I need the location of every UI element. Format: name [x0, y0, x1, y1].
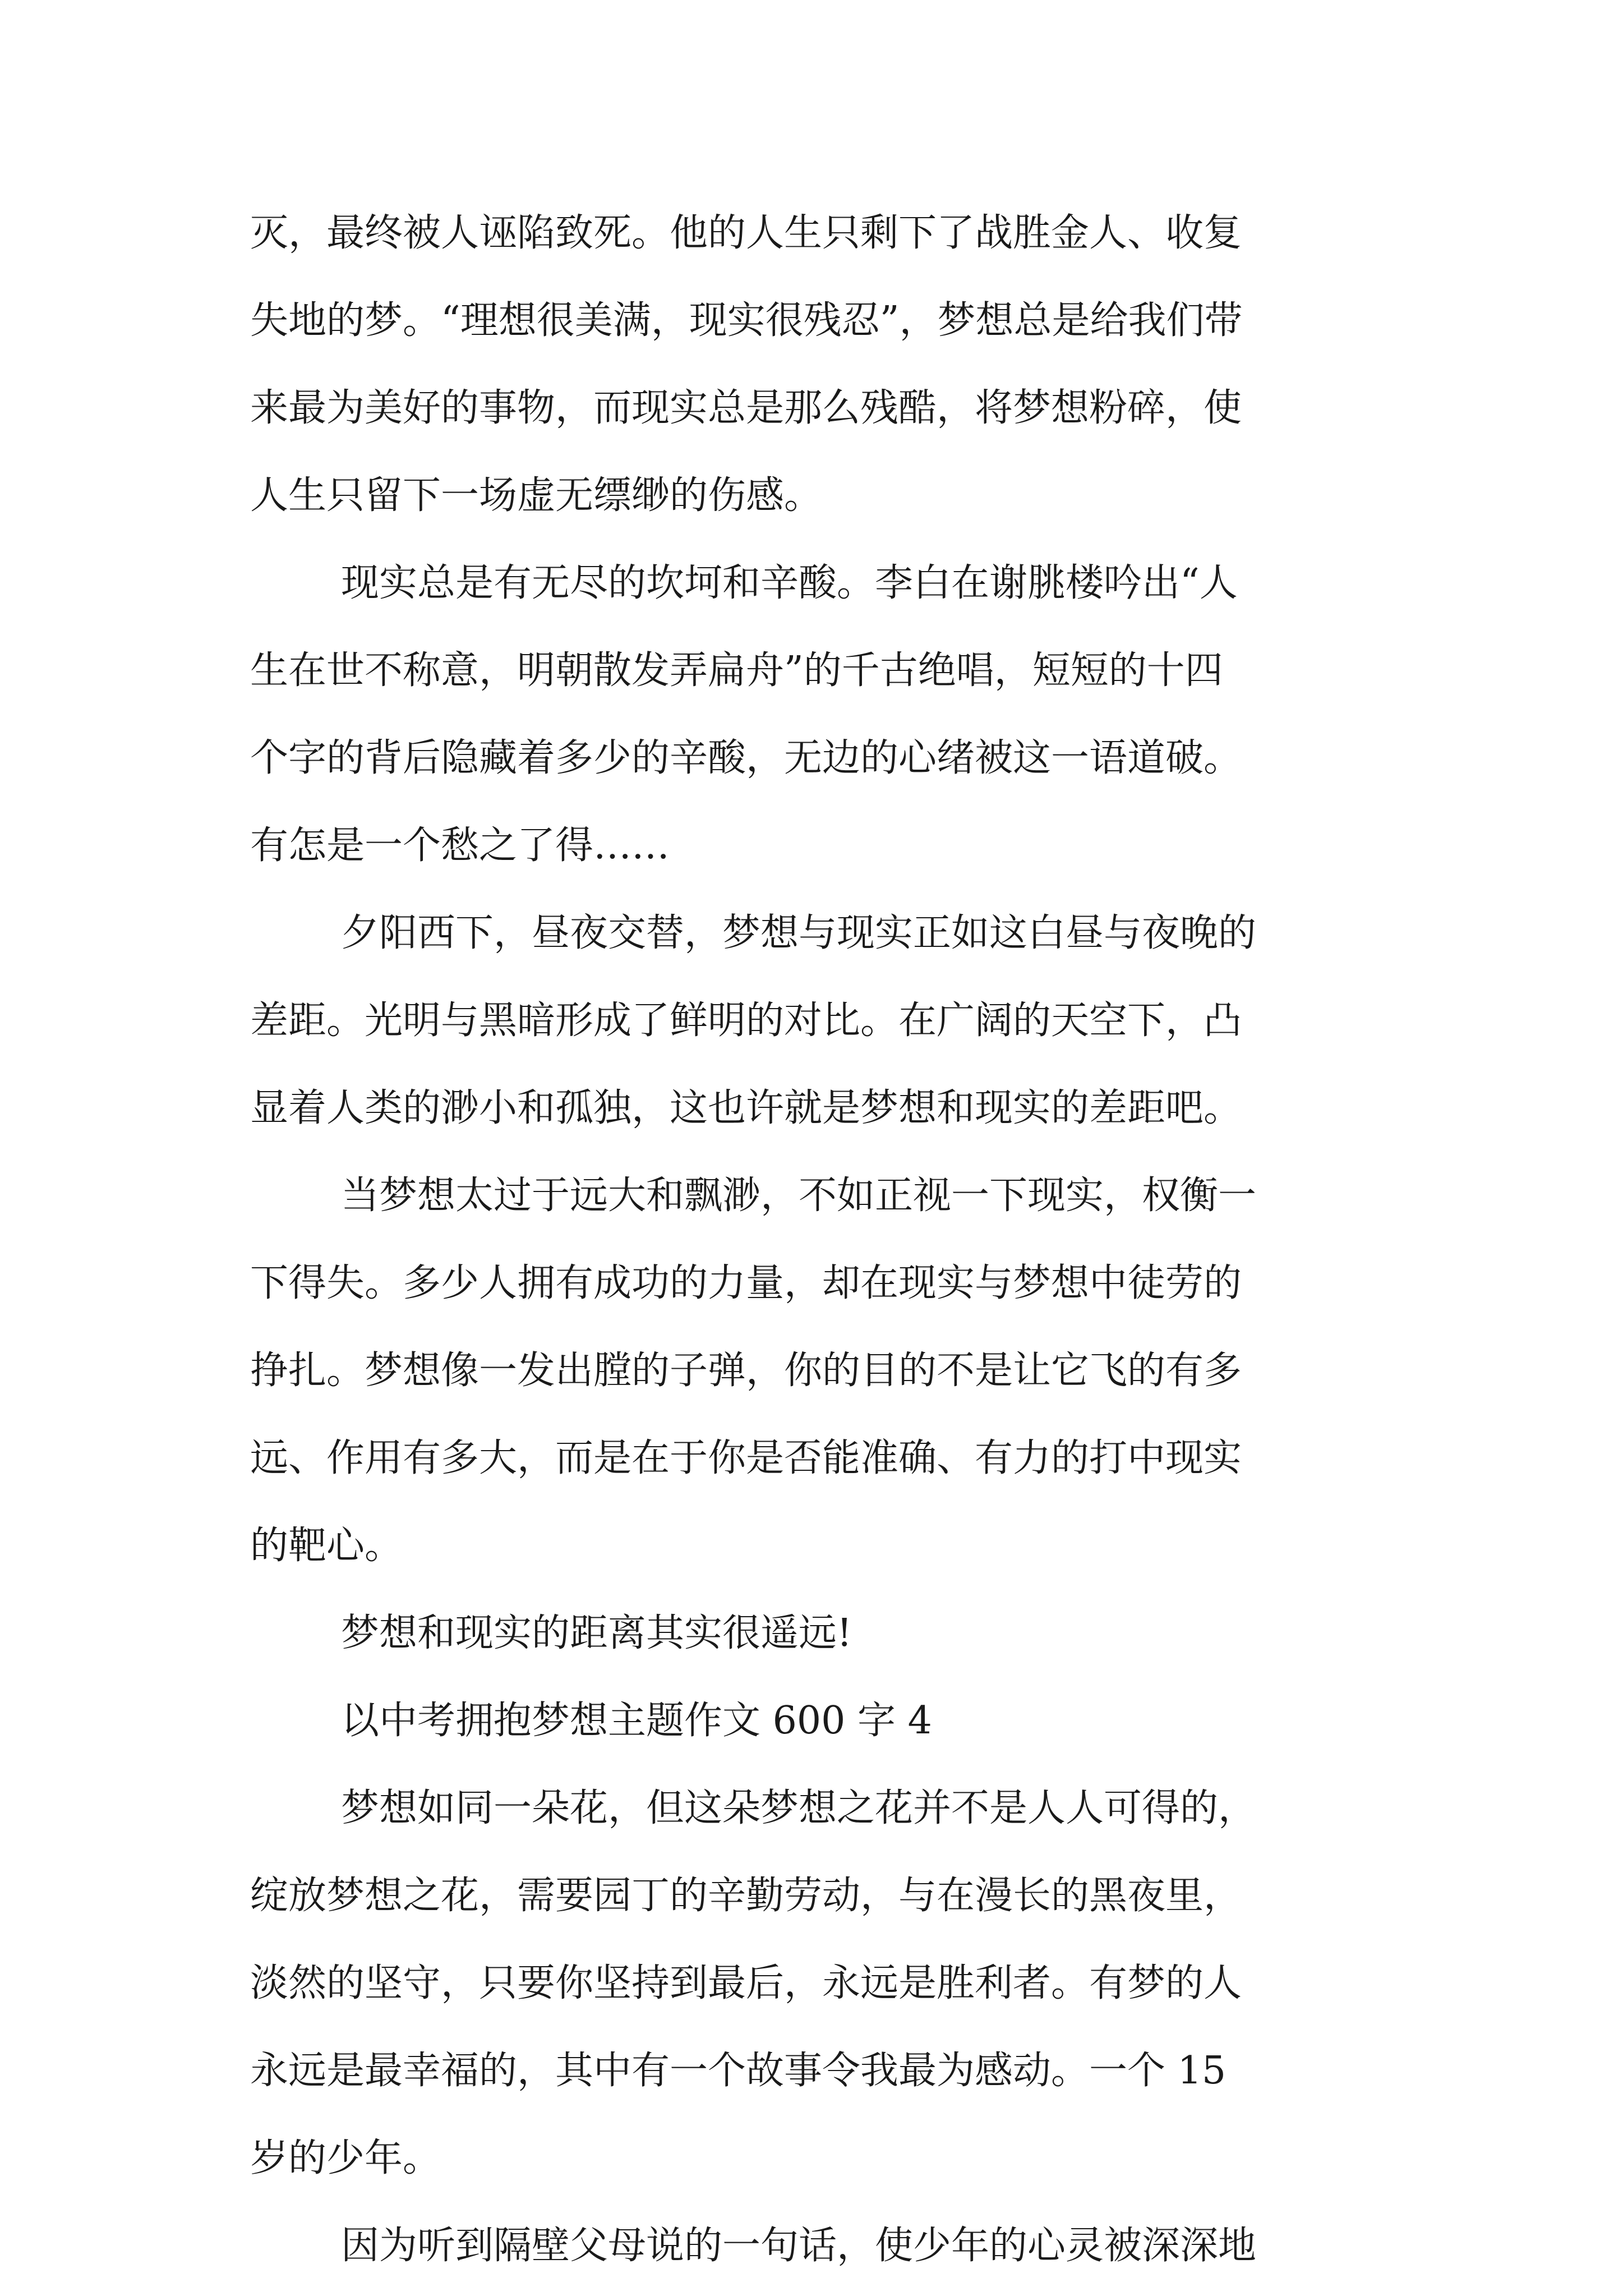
- text-line: 因为听到隔壁父母说的一句话，使少年的心灵被深深地: [341, 2224, 1257, 2268]
- text-line: 现实总是有无尽的坎坷和辛酸。李白在谢朓楼吟出“人: [341, 561, 1238, 605]
- text-line: 远、作用有多大，而是在于你是否能准确、有力的打中现实: [250, 1436, 1242, 1480]
- text-line: 失地的梦。“理想很美满，现实很残忍”，梦想总是给我们带: [250, 298, 1243, 343]
- section-heading: 以中考拥抱梦想主题作文 600 字 4: [341, 1699, 932, 1743]
- text-line: 淡然的坚守，只要你坚持到最后，永远是胜利者。有梦的人: [250, 1961, 1242, 2005]
- text-line: 下得失。多少人拥有成功的力量，却在现实与梦想中徒劳的: [250, 1261, 1242, 1305]
- text-line: 有怎是一个愁之了得……: [250, 823, 670, 868]
- text-line: 绽放梦想之花，需要园丁的辛勤劳动，与在漫长的黑夜里，: [250, 1874, 1242, 1918]
- text-line: 梦想和现实的距离其实很遥远!: [341, 1611, 852, 1655]
- text-line: 当梦想太过于远大和飘渺，不如正视一下现实，权衡一: [341, 1174, 1257, 1218]
- text-line: 永远是最幸福的，其中有一个故事令我最为感动。一个 15: [250, 2049, 1227, 2093]
- text-line: 夕阳西下，昼夜交替，梦想与现实正如这白昼与夜晚的: [341, 911, 1257, 955]
- text-line: 生在世不称意，明朝散发弄扁舟”的千古绝唱，短短的十四: [250, 648, 1223, 693]
- text-line: 梦想如同一朵花，但这朵梦想之花并不是人人可得的，: [341, 1786, 1257, 1830]
- text-line: 差距。光明与黑暗形成了鲜明的对比。在广阔的天空下，凸: [250, 999, 1242, 1043]
- text-line: 挣扎。梦想像一发出膛的子弹，你的目的不是让它飞的有多: [250, 1349, 1242, 1393]
- text-line: 灭，最终被人诬陷致死。他的人生只剩下了战胜金人、收复: [250, 211, 1242, 255]
- text-line: 个字的背后隐藏着多少的辛酸，无边的心绪被这一语道破。: [250, 736, 1242, 780]
- text-line: 岁的少年。: [250, 2136, 441, 2180]
- text-line: 人生只留下一场虚无缥缈的伤感。: [250, 473, 823, 518]
- text-line: 的靶心。: [250, 1524, 403, 1568]
- text-line: 显着人类的渺小和孤独，这也许就是梦想和现实的差距吧。: [250, 1086, 1242, 1130]
- text-line: 来最为美好的事物，而现实总是那么残酷，将梦想粉碎，使: [250, 386, 1242, 430]
